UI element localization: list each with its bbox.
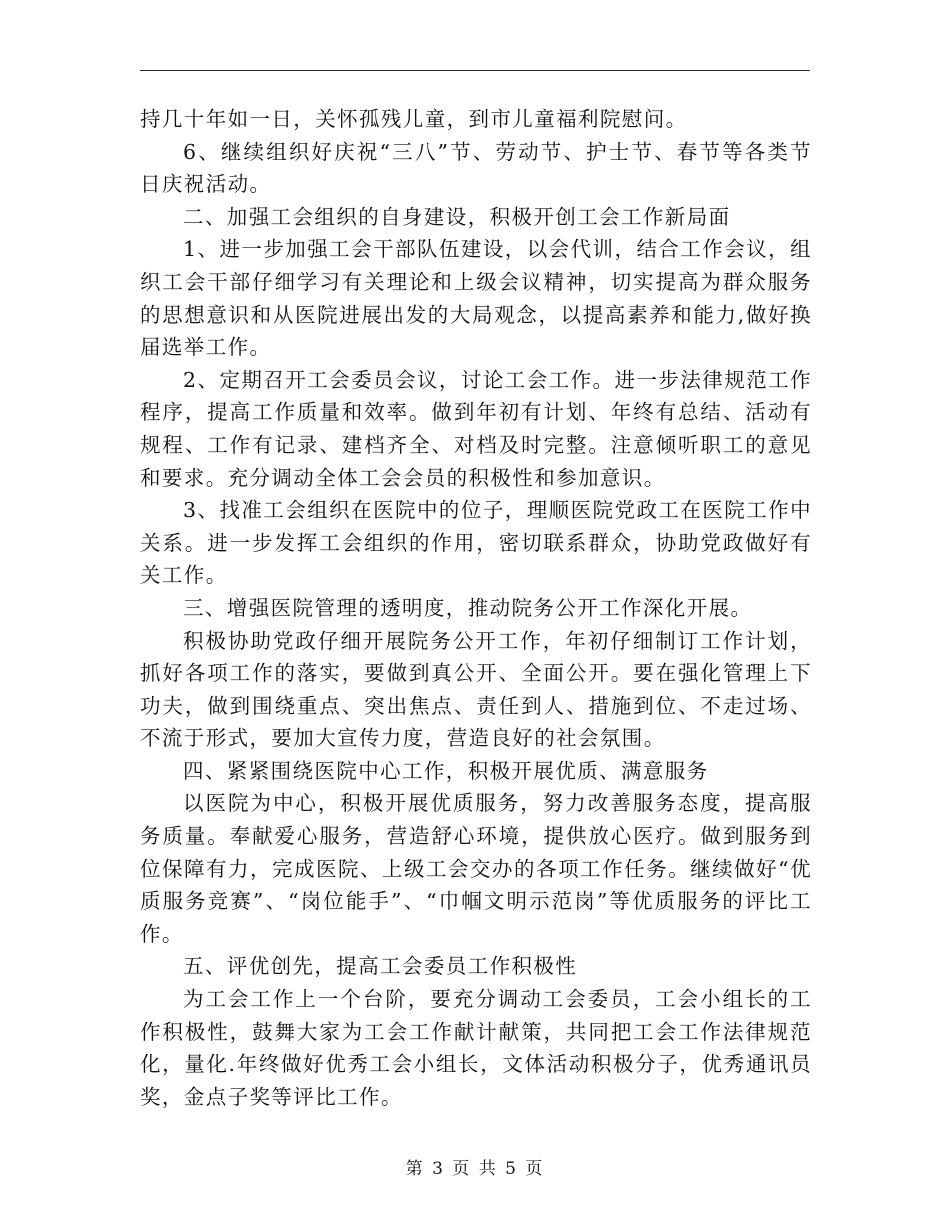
paragraph-8: 积极协助党政仔细开展院务公开工作，年初仔细制订工作计划，抓好各项工作的落实，要做到真公开、全面公开。要在强化管理上下功夫，做到围绕重点、突出焦点、责任到人、措施到位、不走过场、不流于形式，要加大宣传力度，营造良好的社会氛围。 (140, 628, 812, 751)
paragraph-10: 以医院为中心，积极开展优质服务，努力改善服务态度，提高服务质量。奉献爱心服务，营造舒心环境，提供放心医疗。做到服务到位保障有力，完成医院、上级工会交办的各项工作任务。继续做好“优质服务竞赛”、“岗位能手”、“巾帼文明示范岗”等优质服务的评比工作。 (140, 791, 812, 946)
paragraph-1: 持几十年如一日，关怀孤残儿童，到市儿童福利院慰问。 (140, 107, 688, 131)
section-heading-2: 二、加强工会组织的自身建设，积极开创工会工作新局面 (183, 204, 731, 229)
header-rule (140, 70, 810, 71)
paragraph-5: 2、定期召开工会委员会议，讨论工会工作。进一步法律规范工作程序，提高工作质量和效率。做到年初有计划、年终有总结、活动有规程、工作有记录、建档齐全、对档及时完整。注意倾听职工的意见和要求。充分调动全体工会会员的积极性和参加意识。 (140, 367, 812, 490)
document-body (140, 103, 812, 1113)
section-heading-5: 五、评优创先，提高工会委员工作积极性 (183, 954, 578, 979)
section-heading-3: 三、增强医院管理的透明度，推动院务公开工作深化开展。 (183, 595, 753, 620)
paragraph-2: 6、继续组织好庆祝“三八”节、劳动节、护士节、春节等各类节日庆祝活动。 (140, 139, 812, 197)
page-number-footer: 第 3 页 共 5 页 (405, 1159, 545, 1179)
paragraph-6: 3、找准工会组织在医院中的位子，理顺医院党政工在医院工作中关系。进一步发挥工会组织的作用，密切联系群众，协助党政做好有关工作。 (140, 498, 812, 588)
paragraph-4: 1、进一步加强工会干部队伍建设，以会代训，结合工作会议，组织工会干部仔细学习有关理论和上级会议精神，切实提高为群众服务的思想意识和从医院进展出发的大局观念，以提高素养和能力,做好换届选举工作。 (140, 237, 812, 360)
paragraph-12: 为工会工作上一个台阶，要充分调动工会委员，工会小组长的工作积极性，鼓舞大家为工会工作献计献策，共同把工会工作法律规范化，量化.年终做好优秀工会小组长，文体活动积极分子，优秀通讯员奖，金点子奖等评比工作。 (140, 987, 812, 1109)
section-heading-4: 四、紧紧围绕医院中心工作，积极开展优质、满意服务 (183, 758, 709, 783)
